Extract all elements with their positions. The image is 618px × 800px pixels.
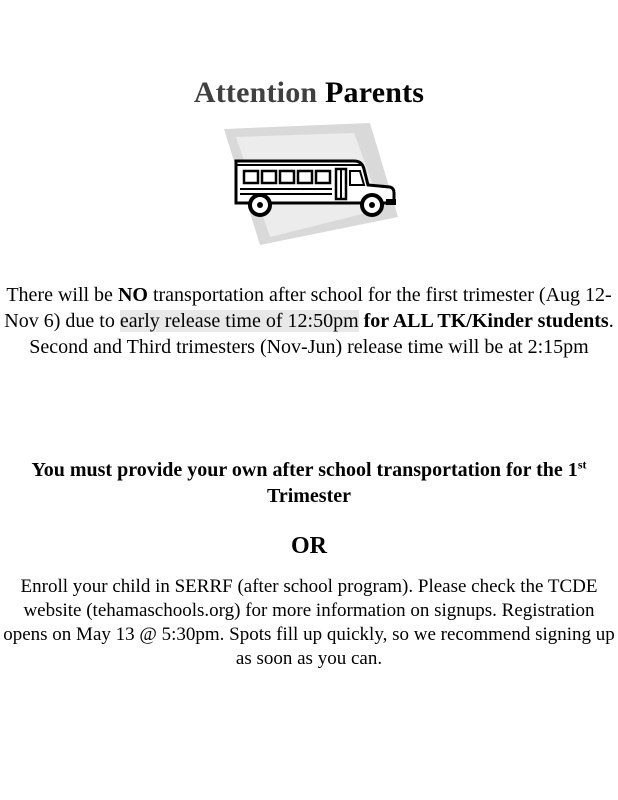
notice-no-emphasis: NO [117, 284, 148, 306]
requirement-text-1: You must provide your own after school transportation for the 1 [31, 459, 578, 481]
requirement-text-2: Trimester [266, 485, 352, 507]
notice-tk-kinder-emphasis: for ALL TK/Kinder students [363, 310, 609, 332]
notice-early-release-highlight: early release time of 12:50pm [119, 310, 359, 332]
title-word-parents: Parents [325, 76, 425, 109]
notice-text-4: . [608, 310, 614, 332]
school-bus-icon [222, 117, 398, 247]
notice-text-2: transportation after school for the first trimester (Aug 12-Nov 6) due to [4, 284, 612, 332]
transportation-notice [0, 282, 618, 360]
enrollment-info: Enroll your child in SERRF (after school program). Please check the TCDE website (tehamaschools.org) for more information on signups. Registration opens on May 13 @ 5:30pm. Spots fill up quickly, so we recommend signing up as soon as you can. [3, 576, 615, 669]
notice-release-time: Second and Third trimesters (Nov-Jun) release time will be at 2:15pm [29, 336, 589, 358]
or-separator: OR [291, 533, 327, 559]
notice-text-1: There will be [6, 284, 118, 306]
requirement-superscript: st [577, 457, 587, 472]
title-word-attention: Attention [193, 76, 318, 109]
page-title [0, 76, 618, 110]
transportation-requirement [0, 457, 618, 509]
